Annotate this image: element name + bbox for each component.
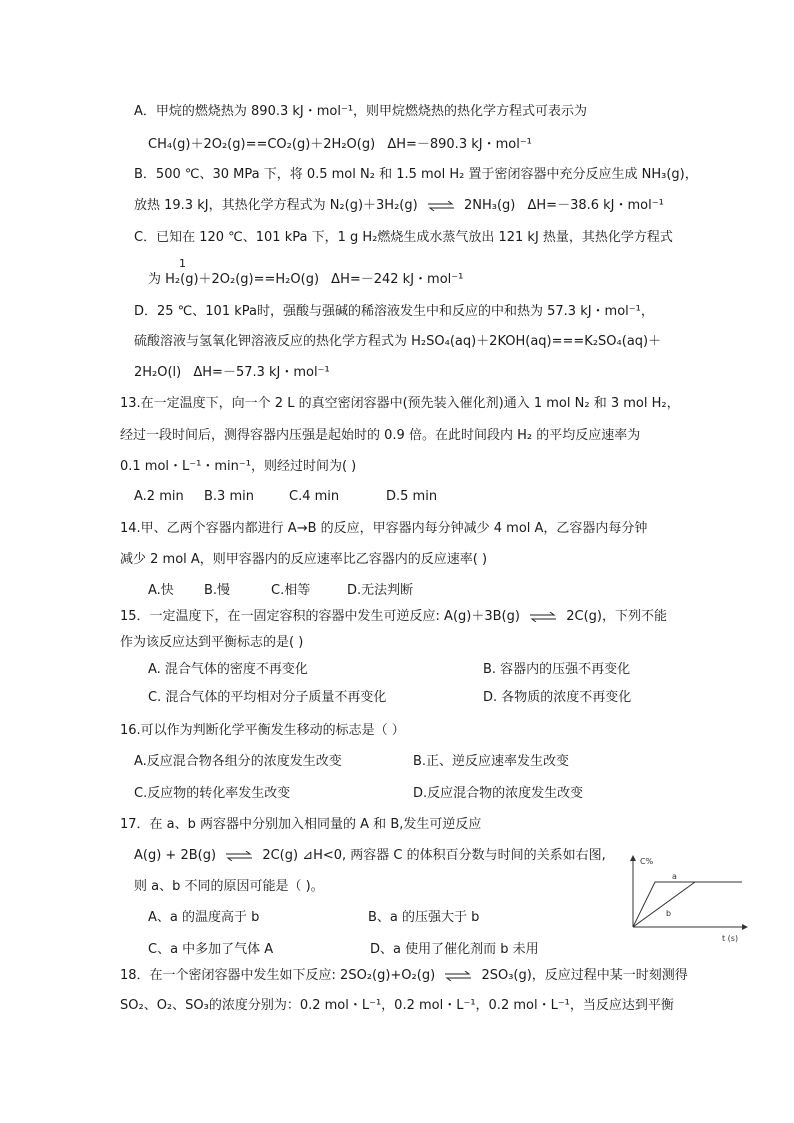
- q15-line1: [120, 609, 667, 625]
- curve-a: [633, 882, 742, 927]
- q14-line2: 减少 2 mol A，则甲容器内的反应速率比乙容器内的反应速率( ): [120, 552, 488, 567]
- q18-text-a: 18．在一个密闭容器中发生如下反应: 2SO₂(g)+O₂(g): [120, 968, 436, 983]
- curve-b-label: b: [666, 909, 672, 918]
- q12-a-enthalpy: ΔH=－890.3 kJ・mol⁻¹: [387, 137, 532, 152]
- q17-line2: [134, 848, 606, 864]
- q14-line1: 14.甲、乙两个容器内都进行 A→B 的反应，甲容器内每分钟减少 4 mol A，乙容器内每分钟: [120, 521, 648, 536]
- q12-c-enthalpy: ΔH=－242 kJ・mol⁻¹: [331, 272, 464, 287]
- q12-option-a-line1: A．甲烷的燃烧热为 890.3 kJ・mol⁻¹，则甲烷燃烧热的热化学方程式可表示为: [134, 104, 588, 119]
- reversible-arrow-icon: [528, 612, 558, 622]
- q14-option-d[interactable]: D.无法判断: [347, 583, 414, 598]
- q12-d-equation: 2H₂O(l): [134, 365, 182, 380]
- q17-reaction-right: 2C(g) ⊿H<0, 两容器 C 的体积百分数与时间的关系如右图,: [262, 848, 606, 863]
- q14-option-c[interactable]: C.相等: [271, 583, 311, 598]
- q17-reaction-left: A(g) + 2B(g): [134, 848, 217, 863]
- q16-option-d[interactable]: D.反应混合物的浓度发生改变: [413, 786, 584, 801]
- q17-option-b[interactable]: B、a 的压强大于 b: [368, 910, 480, 925]
- q18-line2: SO₂、O₂、SO₃的浓度分别为：0.2 mol・L⁻¹，0.2 mol・L⁻¹，0.2 mol・L⁻¹，当反应达到平衡: [120, 998, 674, 1013]
- q15-text-b: 2C(g)，下列不能: [566, 609, 667, 624]
- q16-option-b[interactable]: B.正、逆反应速率发生改变: [413, 754, 570, 769]
- q12-option-c-line1: C．已知在 120 ℃、101 kPa 下，1 g H₂燃烧生成水蒸气放出 121 kJ 热量，其热化学方程式: [134, 230, 673, 245]
- q13-option-b[interactable]: B.3 min: [204, 489, 254, 504]
- q13-line2: 经过一段时间后，测得容器内压强是起始时的 0.9 倍。在此时间段内 H₂ 的平均反应速率为: [120, 428, 641, 443]
- x-axis-label: t (s): [722, 934, 739, 943]
- q12-option-a-equation: [148, 137, 532, 153]
- q17-option-a[interactable]: A、a 的温度高于 b: [148, 910, 260, 925]
- q12-c-equation: 为 H₂(g)＋2O₂(g)==H₂O(g): [148, 272, 320, 287]
- q17-option-d[interactable]: D、a 使用了催化剂而 b 未用: [370, 942, 539, 957]
- q13-option-a[interactable]: A.2 min: [134, 489, 184, 504]
- q15-option-c[interactable]: C. 混合气体的平均相对分子质量不再变化: [148, 690, 387, 705]
- q17-option-c[interactable]: C、a 中多加了气体 A: [148, 942, 274, 957]
- q12-option-b-line2: [134, 198, 664, 214]
- reversible-arrow-icon: [224, 851, 254, 861]
- q12-a-equation-text: CH₄(g)＋2O₂(g)==CO₂(g)＋2H₂O(g): [148, 137, 376, 152]
- y-axis-label: C%: [640, 857, 654, 866]
- q18-line1: [120, 968, 688, 984]
- q14-option-b[interactable]: B.慢: [204, 583, 231, 598]
- q15-text-a: 15．一定温度下，在一固定容积的容器中发生可逆反应: A(g)＋3B(g): [120, 609, 520, 624]
- q12-b-text: 放热 19.3 kJ，其热化学方程式为 N₂(g)＋3H₂(g): [134, 198, 418, 213]
- q17-line1: 17．在 a、b 两容器中分别加入相同量的 A 和 B,发生可逆反应: [120, 817, 482, 832]
- q12-option-d-line1: D．25 ℃、101 kPa时，强酸与强碱的稀溶液发生中和反应的中和热为 57.3 kJ・mol⁻¹，: [134, 304, 654, 319]
- q12-option-b-line1: B．500 ℃、30 MPa 下，将 0.5 mol N₂ 和 1.5 mol H₂ 置于密闭容器中充分反应生成 NH₃(g)，: [134, 167, 698, 182]
- q18-text-b: 2SO₃(g)，反应过程中某一时刻测得: [481, 968, 688, 983]
- q14-option-a[interactable]: A.快: [148, 583, 174, 598]
- q12-b-enthalpy: ΔH=－38.6 kJ・mol⁻¹: [527, 198, 664, 213]
- q12-option-d-line3: [134, 365, 330, 381]
- reversible-arrow-icon: [426, 201, 456, 211]
- q17-line3: 则 a、b 不同的原因可能是（ )。: [134, 879, 324, 894]
- q17-figure: [620, 852, 750, 944]
- q15-option-d[interactable]: D. 各物质的浓度不再变化: [483, 690, 632, 705]
- q16-option-c[interactable]: C.反应物的转化率发生改变: [134, 786, 291, 801]
- q12-option-d-line2: 硫酸溶液与氢氧化钾溶液反应的热化学方程式为 H₂SO₄(aq)＋2KOH(aq)===K₂SO₄(aq)＋: [134, 334, 662, 349]
- reversible-arrow-icon: [443, 971, 473, 981]
- q15-option-a[interactable]: A. 混合气体的密度不再变化: [148, 662, 308, 677]
- q15-line2: 作为该反应达到平衡标志的是( ): [120, 635, 304, 650]
- q12-c-fraction-numerator: 1: [179, 257, 186, 270]
- q12-b-product: 2NH₃(g): [463, 198, 516, 213]
- q16-option-a[interactable]: A.反应混合物各组分的浓度发生改变: [134, 754, 342, 769]
- q16-line1: 16.可以作为判断化学平衡发生移动的标志是（ ）: [120, 723, 405, 738]
- q12-d-enthalpy: ΔH=－57.3 kJ・mol⁻¹: [193, 365, 330, 380]
- q13-line1: 13.在一定温度下，向一个 2 L 的真空密闭容器中(预先装入催化剂)通入 1 mol N₂ 和 3 mol H₂，: [120, 396, 680, 411]
- q12-option-c-line2: [148, 272, 463, 288]
- q13-option-c[interactable]: C.4 min: [289, 489, 340, 504]
- q15-option-b[interactable]: B. 容器内的压强不再变化: [483, 662, 631, 677]
- curve-b: [633, 882, 695, 927]
- q13-option-d[interactable]: D.5 min: [386, 489, 438, 504]
- curve-a-label: a: [672, 872, 677, 881]
- q13-line3: 0.1 mol・L⁻¹・min⁻¹，则经过时间为( ): [120, 459, 357, 474]
